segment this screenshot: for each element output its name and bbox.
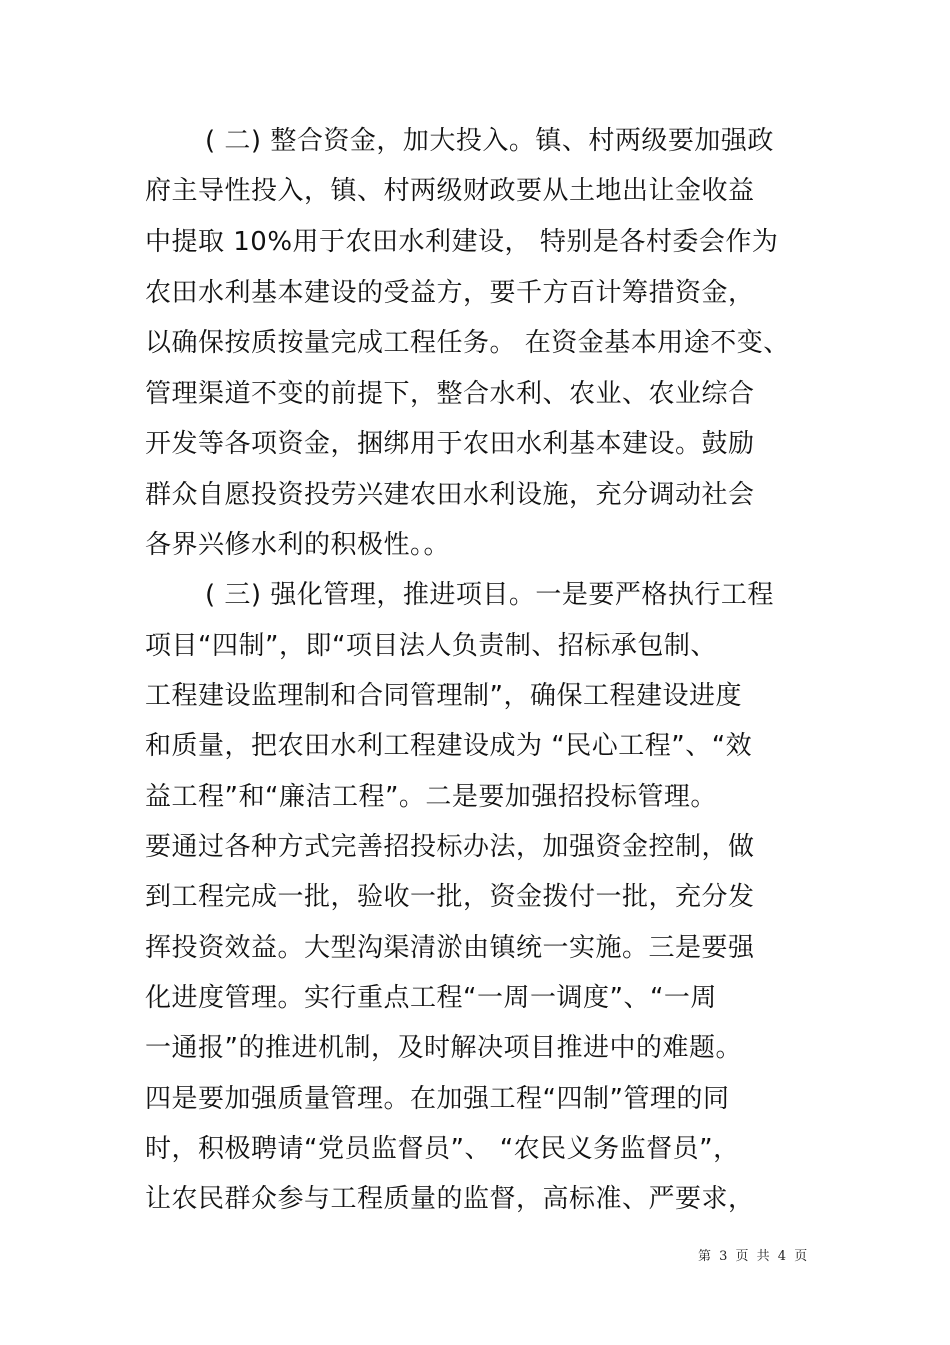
paragraph-line: 四是要加强质量管理。在加强工程“四制”管理的同	[145, 1084, 730, 1114]
paragraph-line: 时，积极聘请“党员监督员”、 “农民义务监督员”，	[145, 1134, 740, 1164]
paragraph-line: 群众自愿投资投劳兴建农田水利设施，充分调动社会	[145, 480, 755, 510]
paragraph-line: 各界兴修水利的积极性。。	[145, 530, 451, 560]
paragraph-line: 益工程”和“廉洁工程”。二是要加强招投标管理。	[145, 782, 717, 812]
paragraph-line: 要通过各种方式完善招投标办法，加强资金控制，做	[145, 832, 755, 862]
paragraph-line: 府主导性投入，镇、村两级财政要从土地出让金收益	[145, 176, 755, 206]
paragraph-line: ( 三) 强化管理，推进项目。一是要严格执行工程	[205, 580, 774, 610]
page-number-footer: 第 3 页 共 4 页	[698, 1249, 810, 1264]
paragraph-line: 让农民群众参与工程质量的监督，高标准、严要求，	[145, 1184, 755, 1214]
paragraph-line: 农田水利基本建设的受益方，要千方百计筹措资金，	[145, 278, 755, 308]
paragraph-line: 挥投资效益。大型沟渠清淤由镇统一实施。三是要强	[145, 933, 755, 963]
paragraph-line: ( 二) 整合资金，加大投入。镇、村两级要加强政	[205, 126, 774, 156]
paragraph-line: 化进度管理。实行重点工程“一周一调度”、“一周	[145, 983, 717, 1013]
paragraph-line: 工程建设监理制和合同管理制”，确保工程建设进度	[145, 681, 742, 711]
paragraph-line: 管理渠道不变的前提下，整合水利、农业、农业综合	[145, 379, 755, 409]
paragraph-line: 以确保按质按量完成工程任务。 在资金基本用途不变、	[145, 328, 790, 358]
paragraph-line: 开发等各项资金，捆绑用于农田水利基本建设。鼓励	[145, 429, 755, 459]
paragraph-line: 一通报”的推进机制，及时解决项目推进中的难题。	[145, 1033, 742, 1063]
paragraph-line: 项目“四制”，即“项目法人负责制、招标承包制、	[145, 631, 717, 661]
paragraph-line: 中提取 10%用于农田水利建设， 特别是各村委会作为	[145, 227, 779, 257]
paragraph-line: 到工程完成一批，验收一批，资金拨付一批，充分发	[145, 882, 755, 912]
paragraph-line: 和质量，把农田水利工程建设成为 “民心工程”、“效	[145, 731, 753, 761]
